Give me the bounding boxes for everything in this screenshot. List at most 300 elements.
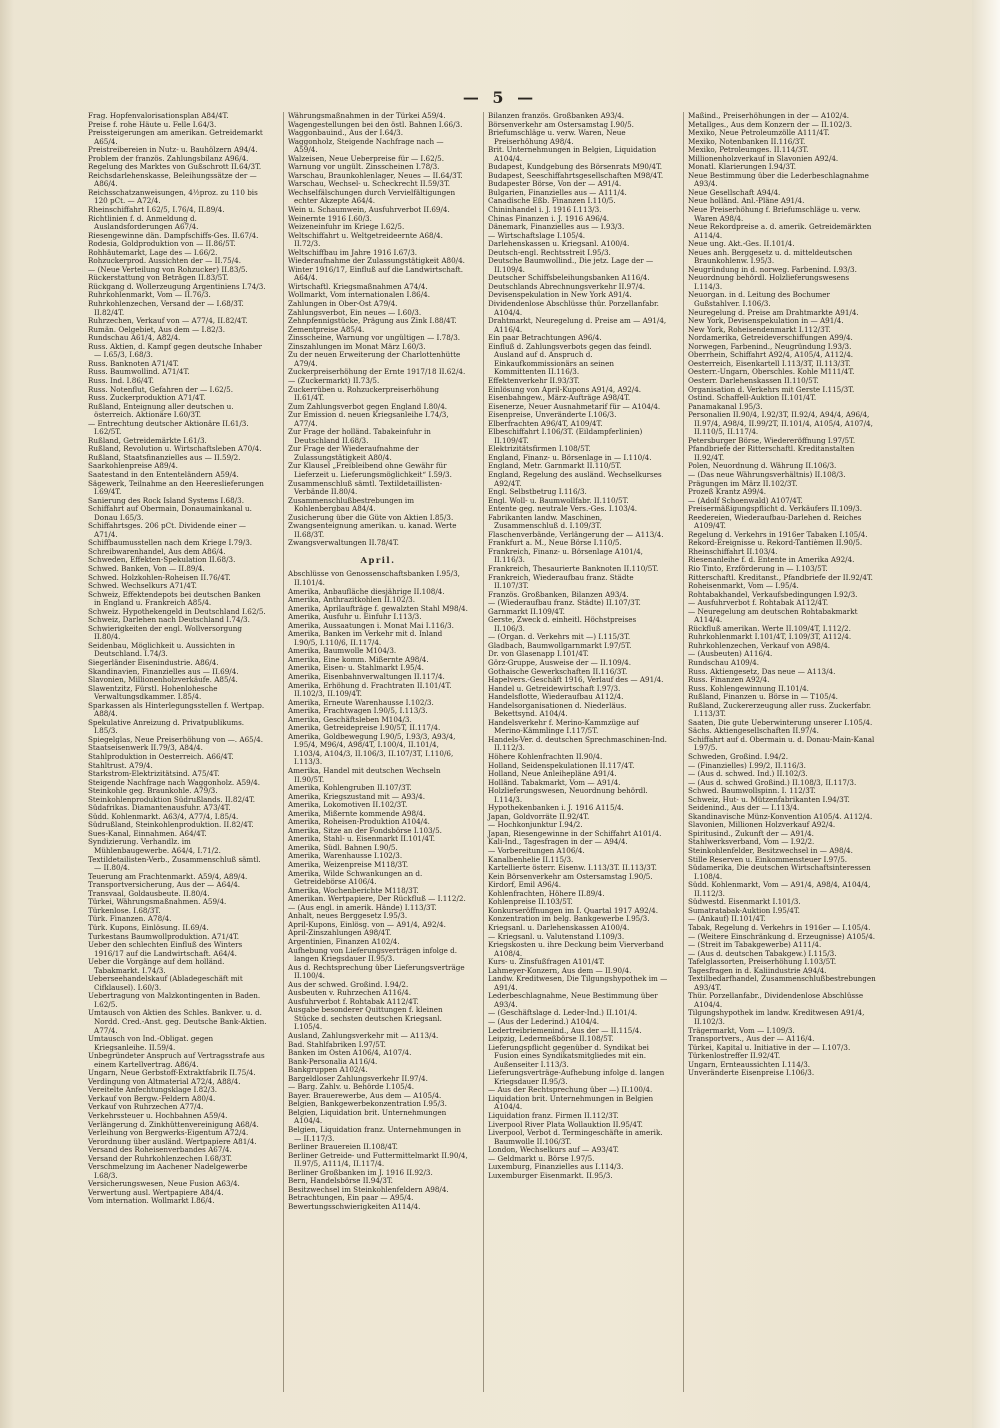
index-entry: Amerika, Südl. Bahnen I.90/5.: [288, 842, 398, 852]
index-entry: — (Das neue Währungsverhältnis) II.108/3.: [688, 469, 846, 479]
index-entry: Leipzig, Ledermeßbörse II.108/5T.: [488, 1034, 614, 1044]
index-entry: Zuckerrüben u. Rohzuckerpreiserhöhung II.61/4T.: [288, 384, 439, 403]
index-entry: Umtausch von Ind.-Obligat. gegen Kriegsanleihe. II.59/4.: [88, 1034, 214, 1052]
index-entry: Schwed. Holzkohlen-Roheisen II.76/4T.: [88, 572, 231, 582]
index-entry: Riesengewinne dän. Dampfschiffs-Ges. II.67/4.: [88, 230, 259, 240]
index-entry: Konkurseröffnungen im I. Quartal 1917 A92/4.: [488, 905, 659, 915]
index-entry: Slavonien, Millionen Holzverkauf A92/4.: [688, 820, 836, 830]
index-entry: Zur Emission d. neuen Kriegsanleihe I.74/3, A77/4.: [288, 410, 449, 428]
column-divider: [283, 112, 284, 1392]
index-entry: Türk. Kupons, Einlösung. II.69/4.: [88, 922, 209, 932]
index-entry: Tafelglassorten, Preiserhöhung I.103/5T.: [688, 957, 837, 967]
index-entry: Amerika, Wochenberichte M118/3T.: [288, 885, 419, 895]
index-entry: Umtausch von Aktien des Schles. Bankver. u. d. Nordd. Cred.-Anst. geg. Deutsche Bank-Aktien. A77/4.: [88, 1008, 267, 1035]
index-entry: Ausgabe besonderer Quittungen f. kleinen Stücke d. sechsten deutschen Kriegsanl. I.105/4.: [288, 1005, 443, 1032]
index-entry: Mexiko, Neue Petroleumzölle A111/4T.: [688, 128, 830, 138]
index-entry: Millionenholzverkauf in Slavonien A92/4.: [688, 153, 839, 163]
index-entry: Textildetailisten-Verb., Zusammenschluß sämtl. — II.80/4.: [88, 854, 261, 873]
index-entry: Reedereien, Wiederaufbau-Darlehen d. Reiches A109/4T.: [688, 512, 862, 531]
index-entry: Liquidation franz. Firmen II.112/3T.: [488, 1110, 619, 1120]
index-entry: Amerika, Goldbewegung I.90/5, I.93/3, A93/4, I.95/4, M96/4, A98/4T, I.100/4, II.101/4, I.103/4, A104/3, II.106/3, II.107/3T, I.110/6, I.113/3.: [288, 731, 456, 767]
index-entry: Spekulative Anreizung d. Privatpublikums. I.85/3.: [88, 717, 245, 736]
index-entry: Amerika, Roheisen-Produktion A104/4.: [288, 817, 430, 827]
index-entry: Unveränderte Eisenpreise I.106/3.: [688, 1068, 815, 1078]
index-entry: Berliner Großbanken im J. 1916 II.92/3.: [288, 1167, 433, 1177]
index-entry: Elberfrachten A96/4T, A109/4T.: [488, 418, 603, 428]
index-entry: Briefumschläge u. verw. Waren, Neue Preiserhöhung A98/4.: [488, 128, 626, 146]
section-heading: April.: [360, 554, 396, 565]
index-entry: Amerika, Frachtwagen I.90/5, I.113/3.: [288, 706, 428, 716]
index-entry: Neuordnung behördl. Holzlieferungswesens I.114/3.: [688, 273, 850, 291]
index-entry: Berliner Getreide- und Futtermittelmarkt II.90/4, II.97/5, A111/4, II.117/4.: [288, 1150, 468, 1169]
index-entry: Zur Frage der Wiederaufnahme der Zulassungstätigkeit A80/4.: [288, 444, 419, 462]
index-entry: Maßind., Preiserhöhungen in der — A102/4.: [688, 111, 850, 120]
index-entry: Schwed. Baumwollspinn. I. 112/3T.: [688, 786, 816, 796]
index-entry: Garnmarkt II.109/4T.: [488, 606, 565, 616]
index-entry: Besitzwechsel im Steinkohlenfeldern A98/4.: [288, 1184, 449, 1194]
index-entry: England, Finanz- u. Börsenlage in — I.110/4.: [488, 452, 652, 462]
index-entry: Südafrikas. Diamantenausfuhr. A73/4T.: [88, 803, 231, 813]
index-entry: — Kriegsanl. u. Valutenstand I.109/3.: [488, 931, 625, 941]
index-entry: Rundschau A109/4.: [688, 658, 760, 667]
index-entry: Zementpreise A85/4.: [288, 324, 365, 334]
index-entry: Rußland, Zuckererzeugung aller russ. Zuckerfabr. I.113/3T.: [688, 700, 872, 719]
index-entry: Schwed. Wechselkurs A71/4T.: [88, 581, 197, 591]
index-entry: Oesterr.-Ungarn, Oberschles. Kohle M111/4T.: [688, 367, 855, 377]
index-entry: — (Aus d. schwed Großind.) II.108/3, II.117/3.: [688, 777, 857, 787]
index-entry: Regelung des Marktes von Gußschrott II.64/3T.: [88, 162, 262, 172]
index-entry: Bayer. Brauerewerbe, Aus dem — A105/4.: [288, 1090, 442, 1100]
index-entry: Devisenspekulation in New York A91/4.: [488, 290, 632, 300]
index-entry: — Hochkonjunktur I.94/2.: [488, 820, 583, 830]
index-entry: — (Adolf Schoenwald) A107/4T.: [688, 495, 803, 505]
index-entry: Waggonbauind., Aus der I.64/3.: [288, 128, 404, 138]
index-entry: Darlehenskassen u. Kriegsanl. A100/4.: [488, 239, 630, 249]
index-entry: Mexiko, Petroleumges. II.114/3T.: [688, 145, 809, 155]
index-entry: Prozeß Krantz A99/4.: [688, 487, 767, 497]
index-entry: Amerika, Kriegszustand mit — A93/4.: [288, 791, 426, 801]
index-entry: Argentinien, Finanzen A102/4.: [288, 936, 400, 946]
index-entry: Kohlenpreise II.103/5T.: [488, 897, 573, 907]
index-entry: Oesterreich, Eisenkartell I.113/3T, II.113/3T.: [688, 358, 851, 368]
index-entry: — (Aus der Lederind.) A104/4.: [488, 1016, 600, 1026]
index-entry: Russ. Aktiengesetz, Das neue — A113/4.: [688, 666, 836, 676]
index-entry: — (Organ. d. Verkehrs mit —) I.115/3T.: [488, 632, 631, 642]
index-entry: Engl. Selbstbetrug I.116/3.: [488, 487, 587, 497]
index-entry: Wechselfälschungen durch Vervielfältigungen echter Akzepte A64/4.: [288, 187, 456, 206]
index-entry: Ausbeuten v. Ruhrzechen A116/4.: [288, 988, 411, 998]
index-entry: Amerika, Eine komm. Mißernte A98/4.: [288, 654, 429, 664]
index-entry: Sanierung des Rock Island Systems I.68/3.: [88, 495, 244, 505]
index-entry: Sparkassen als Hinterlegungsstellen f. Wertpap. A88/4.: [88, 700, 265, 719]
index-entry: Richtlinien f. d. Anmeldung d. Auslandsforderungen A67/4.: [88, 213, 199, 232]
index-entry: Handel u. Getreidewirtschaft I.97/3.: [488, 683, 621, 693]
index-entry: Anhalt, neues Berggesetz I.95/3.: [288, 911, 408, 921]
index-entry: Winter 1916/17, Einfluß auf die Landwirtschaft. A64/4.: [288, 264, 463, 283]
index-entry: Weinernte 1916 I.60/3.: [288, 213, 372, 223]
index-entry: Rückfluß amerikan. Werte II.109/4T, I.112/2.: [688, 623, 851, 633]
index-entry: Südrußland, Steinkohlenproduktion. II.82/4T.: [88, 820, 254, 830]
index-entry: April-Kupons, Einlösg. von — A91/4, A92/4.: [288, 919, 446, 929]
index-entry: Belgien, Liquidation franz. Unternehmungen in — II.117/3.: [288, 1124, 462, 1143]
index-entry: Budapester Börse, Von der — A91/4.: [488, 179, 622, 189]
index-entry: Verdingung von Altmaterial A72/4, A88/4.: [88, 1076, 241, 1086]
index-entry: Liverpool River Plata Wollauktion II.95/4T.: [488, 1119, 643, 1129]
index-entry: Börsenverkehr am Ostersamstag I.90/5.: [488, 119, 634, 129]
index-entry: Petersburger Börse, Wiedereröffnung I.97/5T.: [688, 435, 856, 445]
index-entry: Frankfurt a. M., Neue Börse I.110/5.: [488, 538, 622, 548]
index-entry: Schweden, Großind. I.94/2.: [688, 752, 788, 762]
index-entry: Schweiz. Hypothekengeld in Deutschland I.62/5.: [88, 606, 266, 616]
index-entry: Oberrhein, Schiffahrt A92/4, A105/4, A112/4.: [688, 350, 854, 360]
index-entry: Handelsverkehr f. Merino-Kammzüge auf Merino-Kämmlinge I.117/5T.: [488, 717, 639, 736]
index-entry: Amerika, Erneute Warenhausse I.102/3.: [288, 697, 434, 707]
index-entry: Effektenverkehr II.93/3T.: [488, 375, 580, 385]
index-entry: — (Weitere Einschränkung d. Erzeugnisse) A105/4.: [688, 931, 876, 941]
index-entry: Handelsflotte, Wiederaufbau A112/4.: [488, 692, 624, 702]
index-entry: Neue Gesellschaft A94/4.: [688, 187, 781, 197]
index-entry: — Entrechtung deutscher Aktionäre II.61/3. I.62/5T.: [88, 418, 249, 437]
index-entry: Rundschau A61/4, A82/4.: [88, 333, 181, 343]
index-entry: Wein u. Schaumwein, Ausfuhrverbot II.69/4.: [288, 205, 450, 215]
index-column-1: [88, 112, 268, 1206]
index-entry: Polen, Neuordnung d. Währung II.106/3.: [688, 461, 837, 471]
index-entry: Schiffahrtsges. 206 pCt. Dividende einer — A71/4.: [88, 521, 246, 539]
column-divider: [683, 112, 684, 1392]
index-entry: Liquidation brit. Unternehmungen in Belgien A104/4.: [488, 1093, 654, 1112]
index-entry: Bad. Stahlfabriken I.97/5T.: [288, 1039, 386, 1049]
index-entry: — (Geschäftslage d. Leder-Ind.) II.101/4.: [488, 1008, 638, 1018]
index-entry: Sägewerk, Teilnahme an den Heereslieferungen I.69/4T.: [88, 478, 264, 497]
index-entry: Ruhrkohlenmarkt I.101/4T, I.109/3T, A112/4.: [688, 632, 852, 642]
index-entry: Liverpool, Verbot d. Termingeschäfte in amerik. Baumwolle II.106/3T.: [488, 1128, 663, 1146]
index-entry: Aus der schwed. Großind. I.94/2.: [288, 979, 409, 989]
index-entry: Amerika, Baumwolle M104/3.: [288, 646, 397, 656]
index-entry: Turkestans Baumwollproduktion. A71/4T.: [88, 931, 240, 941]
index-entry: Starkstrom-Elektrizitätsind. A75/4T.: [88, 769, 220, 779]
index-entry: Slavonien, Millionenholzverkäufe. A85/4.: [88, 675, 238, 685]
index-entry: Einfluß d. Zahlungsverbots gegen das feindl. Ausland auf d. Anspruch d. Einkaufkommissionärs an seinen Kommittenten II.116/3.: [488, 341, 652, 377]
index-entry: Rückerstattung von Beträgen II.83/5T.: [88, 273, 229, 283]
index-entry: Ueber den schlechten Einfluß des Winters 1916/17 auf die Landwirtschaft. A64/4.: [88, 940, 243, 958]
index-entry: Kohlenfrachten, Höhere II.89/4.: [488, 888, 605, 898]
index-entry: Ledertreibriemenind., Aus der — II.115/4.: [488, 1025, 642, 1035]
index-entry: Zur Frage der holländ. Tabakeinfuhr in Deutschland II.68/3.: [288, 427, 431, 445]
index-entry: — (Finanzielles) I.99/2, II.116/3.: [688, 760, 806, 770]
index-entry: Rußland, Enteignung aller deutschen u. österreich. Aktionäre I.60/3T.: [88, 401, 234, 420]
index-entry: Saarkohlenpreise A89/4.: [88, 461, 178, 471]
index-entry: Südd. Kohlenmarkt, Vom — A91/4, A98/4, A104/4, II.112/3.: [688, 880, 871, 898]
index-entry: Kein Börsenverkehr am Ostersamstag I.90/5.: [488, 871, 653, 881]
index-entry: Türkenlose. I.68/3T.: [88, 905, 161, 915]
index-entry: Währungsmaßnahmen in der Türkei A59/4.: [288, 111, 446, 120]
index-entry: Türk. Finanzen. A78/4.: [88, 914, 172, 924]
index-entry: Neuregelung d. Preise am Drahtmarkte A91/4.: [688, 307, 859, 317]
index-entry: Schiffbaumusstellen nach dem Kriege I.79/3.: [88, 538, 253, 548]
index-entry: Versand der Ruhrkohlenzechen I.68/3T.: [88, 1153, 233, 1163]
index-entry: Amerika, Sitze an der Fondsbörse I.103/5.: [288, 825, 442, 835]
index-entry: Schweden, Effekten-Spekulation II.68/3.: [88, 555, 236, 565]
index-entry: Kriegsanl. u. Darlehenskassen A100/4.: [488, 922, 630, 932]
index-entry: Zuckerpreiserhöhung der Ernte 1917/18 II.62/4.: [288, 367, 466, 377]
index-entry: Ritterschaftl. Kreditanst., Pfandbriefe der II.92/4T.: [688, 572, 873, 582]
index-entry: Gladbach, Baumwollgarnmarkt I.97/5T.: [488, 640, 632, 650]
index-entry: Frankreich, Thesaurierte Banknoten II.110/5T.: [488, 563, 659, 573]
index-entry: — Vorbereitungen A106/4.: [488, 846, 585, 856]
index-entry: Zwangsverwaltungen II.78/4T.: [288, 538, 399, 548]
index-entry: Stille Reserven u. Einkommensteuer I.97/5.: [688, 854, 848, 864]
index-entry: Amerika, Geschäftsleben M104/3.: [288, 714, 412, 724]
index-entry: Tilgungshypothek im landw. Kreditwesen A91/4, II.102/3.: [688, 1008, 865, 1026]
index-entry: Bilanzen französ. Großbanken A93/4.: [488, 111, 625, 120]
index-entry: — Ausfuhrverbot f. Rohtabak A112/4T.: [688, 598, 829, 608]
index-entry: Zu der neuen Erweiterung der Charlottenhütte A79/4.: [288, 350, 461, 368]
index-entry: Bern, Handelsbörse II.94/3T.: [288, 1176, 393, 1186]
page-edge: [972, 0, 1000, 1428]
index-entry: Stahlwerksverband, Vom — I.92/2.: [688, 837, 815, 847]
index-entry: Mexiko, Notenbanken II.116/3T.: [688, 136, 806, 146]
index-entry: Walzeisen, Neue Ueberpreise für — I.62/5.: [288, 153, 444, 163]
index-entry: Sumatratabak-Auktion I.95/4T.: [688, 905, 800, 915]
index-entry: Chininhandel i. J. 1916 I.113/3.: [488, 205, 602, 215]
index-entry: Saaten, Die gute Ueberwinterung unserer I.105/4.: [688, 717, 873, 727]
index-entry: Thür. Porzellanfabr., Dividendenlose Abschlüsse A104/4.: [688, 991, 864, 1009]
index-entry: Slawentzitz, Fürstl. Hohenlohesche Verwaltungsdkammer. I.85/4.: [88, 683, 218, 702]
index-entry: Landw. Kreditwesen, Die Tilgungshypothek im — A91/4.: [488, 974, 668, 992]
index-entry: Luxemburg, Finanzielles aus I.114/3.: [488, 1162, 624, 1172]
index-entry: Ungarn, Ernteaussichten I.114/3.: [688, 1059, 811, 1069]
index-entry: Zusammenschlußbestrebungen im Kohlenbergbau A84/4.: [288, 495, 415, 514]
page-number: — 5 —: [462, 88, 538, 107]
index-entry: Berliner Brauereien II.108/4T.: [288, 1142, 398, 1152]
index-entry: Amerika, Handel mit deutschen Wechseln II.90/5T.: [288, 766, 441, 784]
index-entry: Bulgarien, Finanzielles aus — A111/4.: [488, 187, 627, 197]
index-entry: Riesenanleihe f. d. Entente in Amerika A92/4.: [688, 555, 855, 565]
index-entry: Amerika, Warenhausse I.102/3.: [288, 851, 403, 861]
index-entry: Holland, Seidenspekulationen II.117/4T.: [488, 760, 635, 770]
index-entry: Preissteigerungen am amerikan. Getreidemarkt A65/4.: [88, 128, 263, 146]
index-entry: Lieferungspflicht gegenüber d. Syndikat bei Fusion eines Syndikatsmitgliedes mit ein. Außenseiter I.113/3.: [488, 1042, 649, 1069]
index-entry: Verschmelzung im Aachener Nadelgewerbe I.68/3.: [88, 1162, 248, 1180]
index-entry: Verleihung von Bergwerks-Eigentum A72/4.: [88, 1128, 249, 1138]
index-entry: Wirtschaftl. Kriegsmaßnahmen A74/4.: [288, 281, 428, 291]
index-entry: Görz-Gruppe, Ausweise der — II.109/4.: [488, 658, 631, 667]
index-entry: Bank-Personalia A116/4.: [288, 1056, 378, 1066]
index-entry: Amerika, Ausfuhr u. Einfuhr I.113/3.: [288, 612, 422, 622]
index-entry: — Wirtschaftslage I.105/4.: [488, 230, 586, 240]
index-entry: Hypothekenbanken i. J. 1916 A115/4.: [488, 803, 624, 813]
index-column-4: [688, 112, 878, 1078]
index-entry: Steinkohlenfelder, Besitzwechsel in — A98/4.: [688, 846, 853, 856]
index-entry: Rodesia, Goldproduktion von — II.86/5T.: [88, 239, 236, 249]
index-entry: Ausland, Zahlungsverkehr mit — A113/4.: [288, 1030, 439, 1040]
index-entry: Skandinavische Münz-Konvention A105/4. A112/4.: [688, 811, 873, 821]
index-entry: Sächs. Aktiengesellschaften II.97/4.: [688, 726, 819, 736]
index-entry: Konzentration im belg. Bankgewerbe I.95/3.: [488, 914, 650, 924]
index-entry: Verwertung ausl. Wertpapiere A84/4.: [88, 1187, 224, 1197]
index-entry: Elektrizitätsfirmen I.108/5T.: [488, 444, 591, 454]
index-entry: Textilbedarfhandel, Zusammenschlußbestrebungen A93/4T.: [688, 974, 876, 992]
index-entry: Verkehrssteuer u. Hochbahnen A59/4.: [88, 1110, 228, 1120]
index-entry: Spiritusind., Zukunft der — A91/4.: [688, 828, 814, 838]
index-entry: — (Zuckermarkt) II.73/5.: [288, 375, 380, 385]
index-entry: Amerika, Weizenpreise M118/3T.: [288, 860, 409, 870]
index-entry: Teuerung am Frachtenmarkt. A59/4, A89/4.: [88, 871, 248, 881]
index-entry: Bankgruppen A102/4.: [288, 1065, 368, 1075]
index-entry: Hapelvers.-Geschäft 1916, Verlauf des — A91/4.: [488, 675, 664, 685]
index-entry: Rekord-Ereignisse u. Rekord-Tantièmen II.90/5.: [688, 538, 863, 548]
index-entry: Kirdorf, Emil A96/4.: [488, 880, 562, 890]
index-entry: Warnung vor ungült. Zinsscheinen I.78/3.: [288, 162, 440, 172]
index-entry: Saatestand in den Ententeländern A59/4.: [88, 469, 239, 479]
index-entry: Russ. Kohlengewinnung II.101/4.: [688, 683, 809, 693]
index-entry: Amerika, Getreidepreise I.90/5T, II.117/4.: [288, 723, 441, 733]
index-entry: Dr. von Glasenapp I.101/4T.: [488, 649, 589, 659]
index-entry: Sues-Kanal, Einnahmen. A64/4T.: [88, 828, 207, 838]
index-entry: Frankreich, Wiederaufbau franz. Städte II.107/3T.: [488, 572, 634, 591]
index-entry: Ueberseehandelskauf (Abladegeschäft mit Cifklausel). I.60/3.: [88, 974, 243, 992]
index-entry: Wollmarkt, Vom internationalen I.86/4.: [288, 290, 430, 300]
index-entry: Rio Tinto, Erzförderung in — I.103/5T.: [688, 563, 828, 573]
index-entry: Neues anh. Berggesetz u. d. mitteldeutschen Braunkohlenw. I.95/3.: [688, 247, 853, 266]
index-entry: Ruhrkohlenmarkt, Vom — II.76/3.: [88, 290, 211, 300]
index-entry: Monatl. Klarierungen I.94/3T.: [688, 162, 797, 172]
index-entry: Transportversicherung, Aus der — A64/4.: [88, 880, 241, 890]
index-entry: Personalien II.90/4, I.92/3T, II.92/4, A94/4, A96/4, II.97/4, A98/4, II.99/2T, II.101/4, A105/4, A107/4, II.110/5, II.117/4.: [688, 410, 873, 437]
index-entry: Amerika, Aprilaufträge f. gewalzten Stahl M98/4.: [288, 603, 468, 613]
index-entry: Aus d. Rechtsprechung über Lieferungsverträge II.100/4.: [288, 962, 465, 981]
index-entry: Amerika, Erhöhung d. Frachtraten II.101/4T. II.102/3, II.109/4T.: [288, 680, 452, 699]
index-entry: Ueber die Vorgänge auf dem holländ. Tabakmarkt. I.74/3.: [88, 957, 225, 975]
index-entry: Flaschenverbände, Verlängerung der — A113/4.: [488, 529, 664, 539]
index-entry: Zwangsenteignung amerikan. u. kanad. Werte II.68/3T.: [288, 521, 457, 539]
index-entry: — (Ausbeuten) A116/4.: [688, 649, 773, 659]
index-entry: Preise f. rohe Häute u. Felle I.64/3.: [88, 119, 217, 129]
index-entry: Türkenlostreffer II.92/4T.: [688, 1051, 781, 1061]
index-entry: Fabrikanten landw. Maschinen, Zusammenschluß d. I.109/3T.: [488, 512, 603, 531]
index-entry: Rohtabakhandel, Verkaufsbedingungen I.92/3.: [688, 589, 858, 599]
index-entry: April-Zinszahlungen A98/4T.: [288, 928, 392, 938]
index-entry: Rohhäutemarkt, Lage des — I.66/2.: [88, 247, 218, 257]
index-entry: Reichsschatzanweisungen, 4½proz. zu 110 bis 120 pCt. — A72/4.: [88, 187, 258, 206]
index-entry: Russ. Zuckerproduktion A71/4T.: [88, 393, 206, 403]
index-entry: Verkauf von Ruhrzechen A77/4.: [88, 1102, 204, 1112]
index-entry: Handelsorganisationen d. Niederläus. Bekettsynd. A104/4.: [488, 700, 627, 719]
index-entry: Amerika, Mißernte kommende A98/4.: [288, 808, 426, 818]
index-entry: Eisenerze, Neuer Ausnahmetarif für — A104/4.: [488, 401, 661, 411]
index-entry: Russ. Notenflut, Gefahren der — I.62/5.: [88, 384, 234, 394]
index-entry: New York, Devisenspekulation in — A91/4.: [688, 316, 844, 326]
index-entry: Bewertungsschwierigkeiten A114/4.: [288, 1201, 421, 1211]
index-entry: Versand des Roheisenverbandes A67/4.: [88, 1145, 232, 1155]
index-entry: Wagengestellungen bei den östl. Bahnen I.66/3.: [288, 119, 463, 129]
index-entry: Tabak, Regelung d. Verkehrs in 1916er — I.105/4.: [688, 922, 871, 932]
index-entry: Einlösung von April-Kupons A91/4, A92/4.: [488, 384, 642, 394]
index-entry: Staatseisenwerk II.79/3, A84/4.: [88, 743, 203, 753]
index-entry: Schwierigkeiten der engl. Wollversorgung II.80/4.: [88, 623, 242, 642]
index-entry: Rheinschiffahrt I.62/5, I.76/4, II.89/4.: [88, 205, 225, 215]
index-entry: Neuorgan. in d. Leitung des Bochumer Gußstahlver. I.106/3.: [688, 290, 830, 309]
index-entry: Steinkohle geg. Braunkohle. A79/3.: [88, 786, 218, 796]
index-entry: Oesterr. Darlehenskassen II.110/5T.: [688, 375, 819, 385]
index-entry: Russ. Finanzen A92/4.: [688, 675, 770, 685]
index-entry: Brit. Unternehmungen in Belgien, Liquidation A104/4.: [488, 145, 657, 163]
index-entry: Deutsche Baumwollind., Die jetz. Lage der — II.109/4.: [488, 256, 654, 274]
index-entry: — (Aus d. schwed. Ind.) II.102/3.: [688, 769, 808, 779]
index-entry: Reichsdarlehenskasse, Beleihungssätze der — A86/4.: [88, 170, 257, 189]
index-entry: Steinkohlenproduktion Südrußlands. II.82/4T.: [88, 794, 256, 804]
index-entry: Rußland, Getreidemärkte I.61/3.: [88, 435, 207, 445]
index-entry: Entente geg. neutrale Vers.-Ges. I.103/4.: [488, 504, 638, 514]
index-entry: Kartellierte österr. Eisenw. I.113/3T. II.113/3T.: [488, 863, 657, 873]
index-entry: Budapest, Seeschiffahrtsgesellschaften M98/4T.: [488, 170, 664, 180]
index-entry: — Neuregelung am deutschen Rohtabakmarkt A114/4.: [688, 606, 858, 625]
index-entry: Ein paar Betrachtungen A96/4.: [488, 333, 602, 343]
index-entry: Transportvers., Aus der — A116/4.: [688, 1034, 815, 1044]
index-entry: Belgien, Liquidation brit. Unternehmungen A104/4.: [288, 1107, 447, 1126]
index-entry: Zur Klausel „Freibleibend ohne Gewähr für Lieferzeit u. Lieferungsmöglichkeit“ I.59/3.: [288, 461, 452, 479]
index-entry: Bargeldloser Zahlungsverkehr II.97/4.: [288, 1073, 428, 1083]
index-entry: Canadische Eßb. Finanzen I.110/5.: [488, 196, 616, 206]
index-entry: Türkei, Währungsmaßnahmen. A59/4.: [88, 897, 227, 907]
index-entry: Amerika, Eisen- u. Stahlmarkt I.95/4.: [288, 663, 424, 673]
index-entry: Abschlüsse von Genossenschaftsbanken I.95/3, II.101/4.: [288, 569, 460, 587]
index-entry: Kurs- u. Zinsfußfragen A101/4T.: [488, 957, 605, 967]
index-entry: Amerika, Eisenbahnverwaltungen II.117/4.: [288, 672, 445, 681]
index-entry: Zehnpfennigstücke, Prägung aus Zink I.88/4T.: [288, 316, 457, 326]
index-entry: Belgien, Bankgewerbekonzentration I.95/3.: [288, 1099, 447, 1109]
index-entry: Schwed. Banken, Von — II.89/4.: [88, 563, 205, 573]
index-entry: Amerika, Anthrazitkohlen II.102/3.: [288, 595, 415, 605]
index-entry: Luxemburger Eisenmarkt. II.95/3.: [488, 1170, 613, 1180]
index-entry: Drahtmarkt, Neuregelung d. Preise am — A91/4, A116/4.: [488, 316, 667, 334]
index-entry: Weizeneinfuhr im Kriege I.62/5.: [288, 222, 405, 232]
index-entry: Schiffahrt auf Obermain, Donaumainkanal u. Donau I.65/3.: [88, 504, 252, 522]
index-entry: Stahlproduktion in Oesterreich. A66/4T.: [88, 752, 234, 762]
index-entry: Kriegskosten u. ihre Deckung beim Vierverband A108/4.: [488, 940, 664, 958]
index-entry: Französ. Großbanken, Bilanzen A93/4.: [488, 589, 629, 599]
index-entry: Weltschiffahrt u. Weltgetreideernte A68/4. II.72/3.: [288, 230, 443, 249]
index-entry: New York, Roheisendenmarkt I.112/3T.: [688, 324, 831, 334]
index-entry: Neugründung in d. norweg. Farbenind. I.93/3.: [688, 264, 857, 274]
index-entry: Ungarn, Neue Gerbstoff-Extraktfabrik II.75/4.: [88, 1068, 256, 1078]
index-entry: Verlängerung d. Zinkhüttenvereinigung A68/4.: [88, 1119, 259, 1129]
index-entry: Aufhebung von Lieferungsverträgen infolge d. langen Kriegsdauer II.95/3.: [288, 945, 457, 964]
index-entry: Seidenind., Aus der — I.113/4.: [688, 803, 800, 813]
index-entry: Schreibwarenhandel, Aus dem A86/4.: [88, 546, 226, 556]
index-entry: Neue Bestimmung über die Lederbeschlagnahme A93/4.: [688, 170, 869, 189]
index-entry: Frag. Hopfenvalorisationsplan A84/4T.: [88, 111, 229, 120]
index-entry: Elbeschiffahrt I.106/3T. (Eildampferlinien) II.109/4T.: [488, 427, 643, 445]
index-entry: Deutschlands Abrechnungsverkehr II.97/4.: [488, 281, 646, 291]
index-entry: Amerika, Wilde Schwankungen an d. Getreidebörse A106/4.: [288, 868, 423, 887]
index-entry: Preistreibereien in Nutz- u. Bauhölzern A94/4.: [88, 145, 258, 155]
index-entry: Holland, Neue Anleihepläne A91/4.: [488, 769, 617, 779]
index-entry: Kali-Ind., Tagesfragen in der — A94/4.: [488, 837, 628, 847]
index-entry: Zinsscheine, Warnung vor ungültigen — I.78/3.: [288, 333, 461, 343]
index-entry: Russ. Ind. I.86/4T.: [88, 375, 154, 385]
index-entry: Vom internation. Wollmarkt I.86/4.: [88, 1196, 215, 1206]
index-entry: — (Aus engl. in amerik. Hände) I.113/3T.: [288, 902, 437, 912]
index-entry: Kanalbenhelie II.115/3.: [488, 854, 574, 864]
index-entry: England, Metr. Garnmarkt II.110/5T.: [488, 461, 622, 471]
index-entry: Gerste, Zweck d. einheitl. Höchstpreises II.106/3.: [488, 615, 637, 633]
index-entry: Preisermäßigungspflicht d. Verkäufers II.109/3.: [688, 504, 863, 514]
index-entry: Zusammenschluß sämtl. Textildetaillisten-Verbände II.80/4.: [288, 478, 443, 497]
index-entry: Frankreich, Finanz- u. Börsenlage A101/4, II.116/3.: [488, 546, 643, 565]
index-entry: Neue holländ. Anl.-Pläne A91/4.: [688, 196, 805, 206]
index-entry: Organisation d. Verkehrs mit Gerste I.115/3T.: [688, 384, 855, 394]
